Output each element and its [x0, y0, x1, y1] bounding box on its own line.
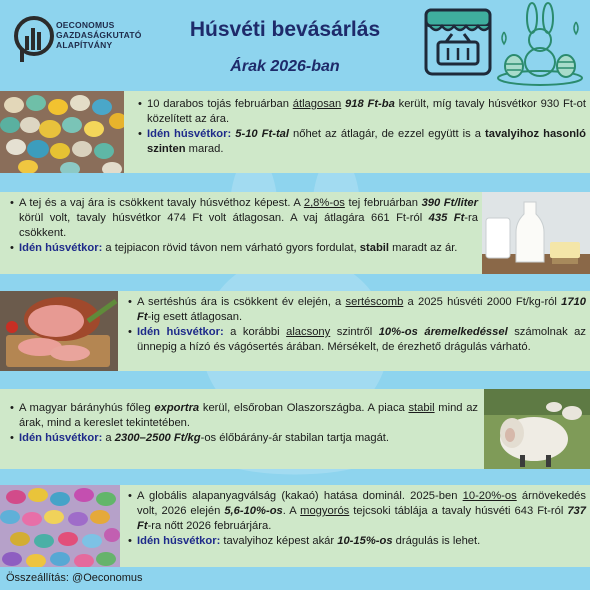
- text-run: mogyorós: [300, 505, 350, 517]
- eggs-bullet-1: [138, 97, 586, 127]
- logo-text: [56, 20, 142, 50]
- lamb-bullet-1: [10, 401, 478, 431]
- section-pork: [0, 291, 590, 371]
- text-run: A tej és a vaj ára is csökkent tavaly húsvéthoz képest. A: [19, 197, 304, 209]
- milk-bullet-2: [10, 241, 478, 256]
- text-run: 10%-os áremelkedéssel: [378, 326, 508, 338]
- text-run: 1710 Ft: [137, 296, 586, 323]
- text-run: -ig esett átlagosan.: [147, 311, 243, 323]
- text-run: A magyar bárányhús főleg: [19, 402, 155, 414]
- lamb-bullet-list: [10, 401, 478, 446]
- page-subtitle: Árak 2026-ban: [230, 58, 340, 75]
- text-run: marad.: [185, 143, 224, 155]
- section-chocolate: [0, 485, 590, 567]
- text-run: a 2025 húsvéti 2000 Ft/kg-ról: [403, 296, 562, 308]
- text-run: stabil: [359, 242, 390, 254]
- text-run: 5,6-10%-os: [224, 505, 283, 517]
- text-run: Idén húsvétkor:: [147, 128, 232, 140]
- text-run: 5-10 Ft-tal: [235, 128, 289, 140]
- logo-line-3: ALAPÍTVÁNY: [56, 40, 113, 50]
- footer-credit: Összeállítás: @Oeconomus: [6, 572, 143, 584]
- eggs-bullet-2: [138, 127, 586, 157]
- text-run: tejcsoki táblája a tavaly húsvéti 643 Ft-ról: [349, 505, 568, 517]
- logo-mark-icon: [14, 14, 54, 66]
- section-milk-butter: [0, 192, 590, 274]
- text-run: kerül, elsőroban Olaszországba. A piaca: [199, 402, 409, 414]
- lamb-bullet-2: [10, 431, 478, 446]
- text-run: -ra csökkent.: [19, 212, 478, 239]
- chocolate-bullet-list: [128, 489, 586, 549]
- chocolate-bullet-1: [128, 489, 586, 534]
- pork-bullet-2: [128, 325, 586, 355]
- text-run: -ra nőtt 2026 februárjára.: [147, 520, 272, 532]
- text-run: 737 Ft: [137, 505, 586, 532]
- chocolate-bullet-2: [128, 534, 586, 549]
- text-run: Idén húsvétkor:: [137, 326, 224, 338]
- milk-butter-photo: [482, 192, 590, 274]
- shop-basket-icon: [420, 4, 496, 80]
- text-run: nőhet az átlagár, de ezzel együtt is a: [289, 128, 485, 140]
- text-run: a korábbi: [223, 326, 287, 338]
- text-run: a: [102, 432, 115, 444]
- text-run: A sertéshús ára is csökkent év elején, a: [137, 296, 346, 308]
- text-run: átlagosan: [292, 98, 342, 110]
- text-run: alacsony: [286, 326, 331, 338]
- text-run: mind az árak, mind a kereslet tekintetében.: [19, 402, 479, 429]
- text-run: került, míg tavaly húsvétkor 930 Ft-ot közelített az ára.: [147, 98, 587, 125]
- text-run: 918 Ft-ba: [345, 98, 395, 110]
- text-run: körül volt, tavaly húsvétkor 474 Ft volt átlagosan. A vaj átlagára 661 Ft-ról: [19, 212, 429, 224]
- text-run: maradt az ár.: [389, 242, 458, 254]
- text-run: 435 Ft: [428, 212, 465, 224]
- text-run: sertéscomb: [345, 296, 404, 308]
- text-run: 2,8%-os: [303, 197, 345, 209]
- chocolate-eggs-photo: [0, 485, 120, 567]
- text-run: 10 darabos tojás februárban: [147, 98, 293, 110]
- text-run: A globális alapanyagválság (kakaó) hatása dominál. 2025-ben: [137, 490, 463, 502]
- header: [0, 0, 590, 90]
- text-run: számolnak az ünnepig a hízó és vágósertés árában. Mérsékelt, de érezhető drágulás várható.: [137, 326, 586, 353]
- text-run: drágulás is lehet.: [392, 535, 481, 547]
- pork-bullet-1: [128, 295, 586, 325]
- text-run: exportra: [154, 402, 200, 414]
- milk-bullet-1: [10, 196, 478, 241]
- milk-bullet-list: [10, 196, 478, 256]
- eggs-bullet-list: [138, 97, 586, 157]
- pork-bullet-list: [128, 295, 586, 355]
- page-title: Húsvéti bevásárlás: [189, 18, 381, 41]
- text-run: stabil: [408, 402, 435, 414]
- text-run: Idén húsvétkor:: [19, 432, 103, 444]
- text-run: . A: [282, 505, 301, 517]
- text-run: 10-15%-os: [337, 535, 393, 547]
- logo-line-2: GAZDASÁGKUTATÓ: [56, 30, 142, 40]
- text-run: tavalyihoz hasonló szinten: [147, 128, 586, 155]
- sheep-photo: [484, 389, 590, 469]
- text-run: a tejpiacon rövid távon nem várható gyors fordulat,: [102, 242, 360, 254]
- logo-line-1: OECONOMUS: [56, 20, 115, 30]
- text-run: -os élőbárány-ár stabilan tartja magát.: [200, 432, 390, 444]
- ham-photo: [0, 291, 118, 371]
- text-run: 2300–2500 Ft/kg: [114, 432, 201, 444]
- text-run: Idén húsvétkor:: [137, 535, 221, 547]
- section-lamb: [0, 389, 590, 469]
- easter-bunny-icon: [494, 2, 586, 86]
- text-run: tej februárban: [344, 197, 422, 209]
- text-run: 10-20%-os: [462, 490, 517, 502]
- colored-eggs-photo: [0, 91, 124, 173]
- text-run: Idén húsvétkor:: [19, 242, 103, 254]
- text-run: 390 Ft/liter: [421, 197, 478, 209]
- text-run: szintről: [330, 326, 379, 338]
- text-run: tavalyihoz képest akár: [220, 535, 338, 547]
- section-eggs: [0, 91, 590, 173]
- text-run: árnövekedés volt, 2026 elején: [137, 490, 586, 517]
